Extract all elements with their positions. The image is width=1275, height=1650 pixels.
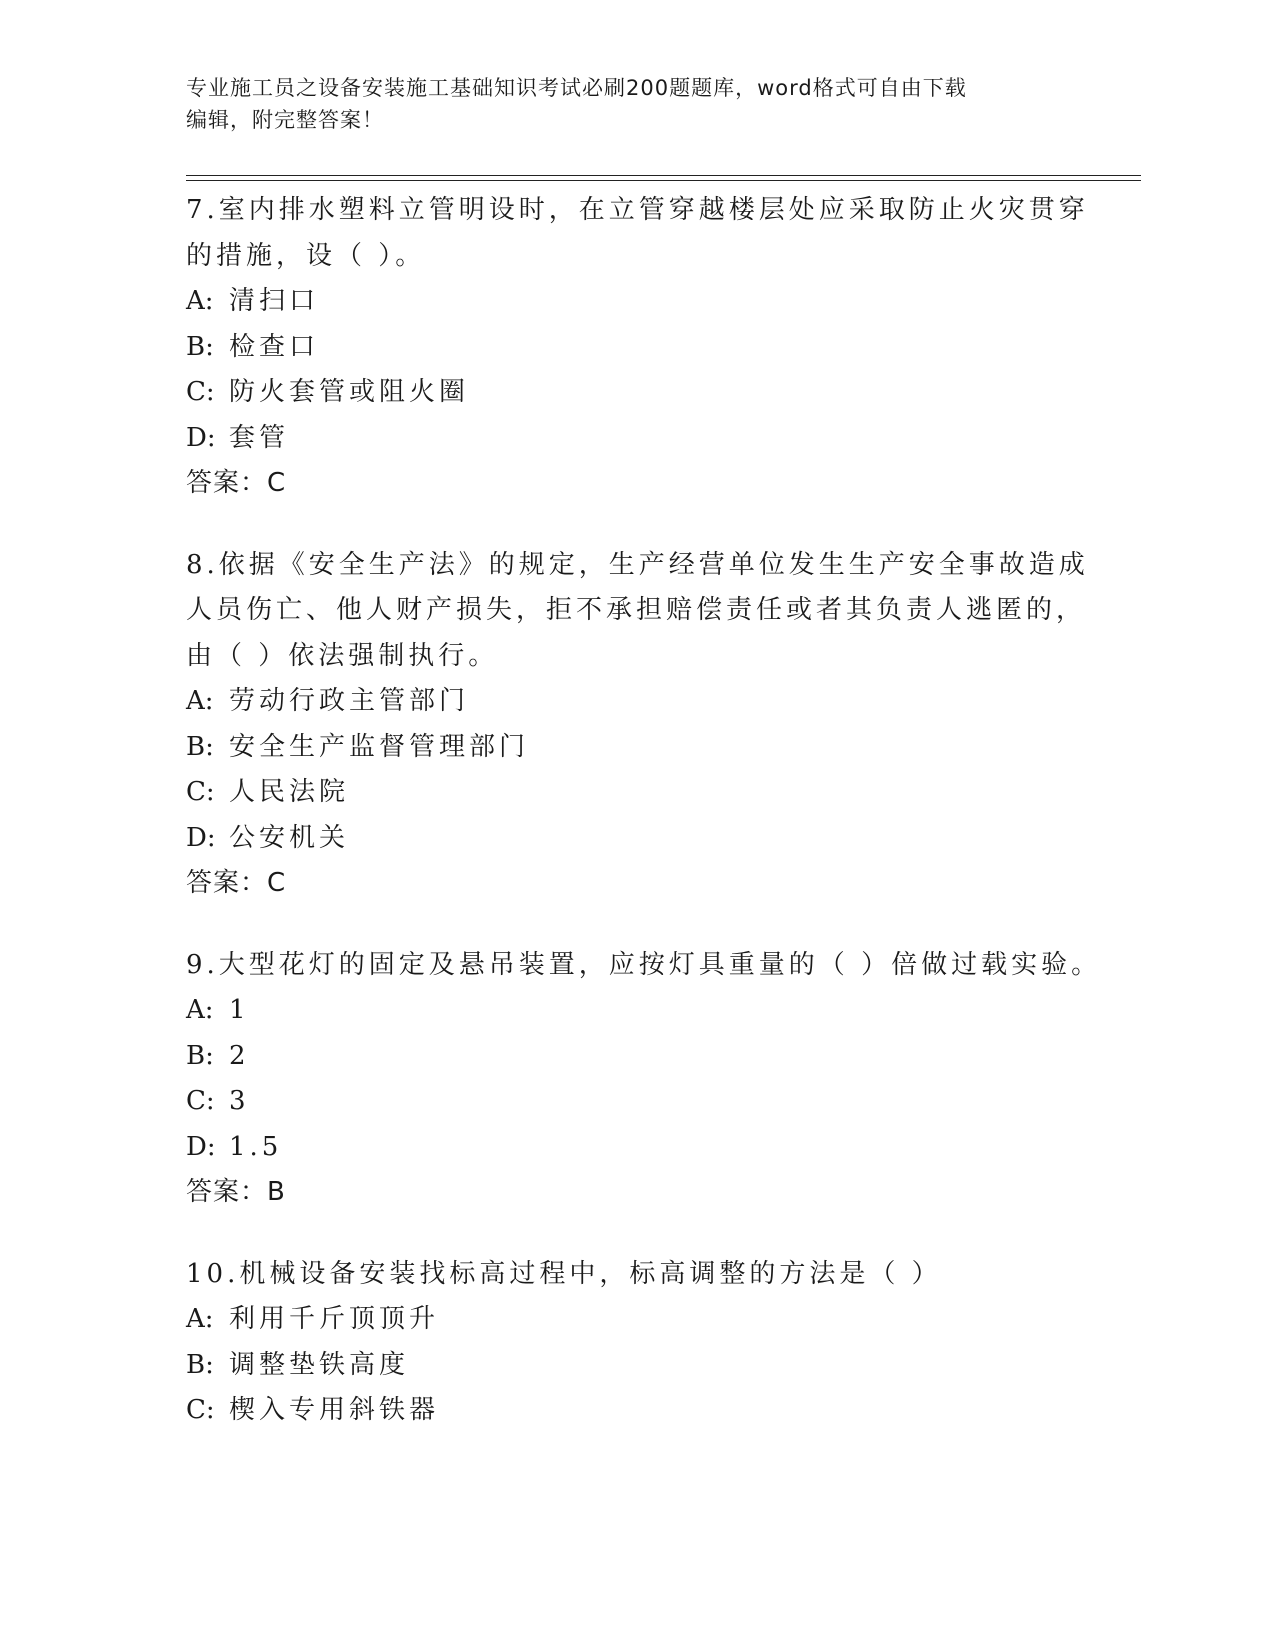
option-text: 3	[229, 1086, 250, 1116]
option-text: 利用千斤顶顶升	[229, 1304, 440, 1334]
answer-option	[186, 988, 1106, 1034]
option-text: 1	[229, 995, 250, 1025]
option-key: A:	[186, 686, 214, 716]
option-key: B:	[186, 731, 214, 762]
option-key: D:	[186, 1131, 216, 1162]
question-block	[186, 943, 1106, 1216]
question-text-line: 8.依据《安全生产法》的规定，生产经营单位发生生产安全事故造成	[186, 549, 1089, 580]
option-key: C:	[186, 1395, 215, 1425]
option-key: C:	[186, 1086, 215, 1116]
answer-line: 答案：C	[186, 868, 287, 898]
question-text-line: 由（ ）依法强制执行。	[186, 640, 499, 671]
option-text: 楔入专用斜铁器	[229, 1395, 440, 1425]
answer-option	[186, 370, 1106, 416]
option-key: A:	[186, 995, 214, 1025]
answer-option	[186, 279, 1106, 325]
header-title-line-1: 专业施工员之设备安装施工基础知识考试必刷200题题库，word格式可自由下载	[186, 76, 967, 100]
document-header	[186, 72, 1066, 136]
answer-option	[186, 1343, 1106, 1389]
answer-option	[186, 325, 1106, 371]
option-key: D:	[186, 422, 216, 453]
option-text: 公安机关	[229, 822, 350, 853]
question-block	[186, 188, 1106, 507]
option-text: 1.5	[229, 1131, 283, 1162]
option-text: 2	[229, 1040, 250, 1071]
answer-option	[186, 679, 1106, 725]
header-title-line-2: 编辑，附完整答案！	[186, 108, 384, 132]
question-block	[186, 543, 1106, 907]
question-text-line: 9.大型花灯的固定及悬吊装置，应按灯具重量的（ ）倍做过载实验。	[186, 949, 1102, 980]
option-text: 清扫口	[229, 286, 320, 316]
question-text-line: 的措施，设（ ）。	[186, 240, 426, 271]
option-key: B:	[186, 1040, 214, 1071]
question-list	[186, 188, 1106, 1470]
answer-option	[186, 770, 1106, 816]
option-key: A:	[186, 1304, 214, 1334]
option-key: B:	[186, 1349, 214, 1380]
option-text: 防火套管或阻火圈	[229, 377, 470, 407]
answer-option	[186, 1034, 1106, 1080]
answer-option	[186, 725, 1106, 771]
question-text-line: 10.机械设备安装找标高过程中，标高调整的方法是（ ）	[186, 1258, 942, 1289]
option-text: 调整垫铁高度	[229, 1349, 410, 1380]
header-divider-top	[186, 175, 1141, 176]
option-key: D:	[186, 822, 216, 853]
answer-option	[186, 1079, 1106, 1125]
option-text: 套管	[229, 422, 290, 453]
answer-option	[186, 1297, 1106, 1343]
answer-option	[186, 416, 1106, 462]
answer-option	[186, 816, 1106, 862]
answer-line: 答案：B	[186, 1177, 286, 1207]
answer-option	[186, 1388, 1106, 1434]
question-text-line: 人员伤亡、他人财产损失，拒不承担赔偿责任或者其负责人逃匿的，	[186, 595, 1087, 625]
option-key: C:	[186, 377, 215, 407]
option-text: 安全生产监督管理部门	[229, 731, 530, 762]
option-key: B:	[186, 331, 214, 362]
question-text-line: 7.室内排水塑料立管明设时，在立管穿越楼层处应采取防止火灾贯穿	[186, 195, 1089, 225]
option-text: 劳动行政主管部门	[229, 686, 470, 716]
option-text: 检查口	[229, 331, 320, 362]
question-block	[186, 1252, 1106, 1434]
option-key: A:	[186, 286, 214, 316]
answer-line: 答案：C	[186, 468, 287, 498]
option-text: 人民法院	[229, 777, 350, 807]
option-key: C:	[186, 777, 215, 807]
header-divider-bottom	[186, 180, 1141, 181]
answer-option	[186, 1125, 1106, 1171]
